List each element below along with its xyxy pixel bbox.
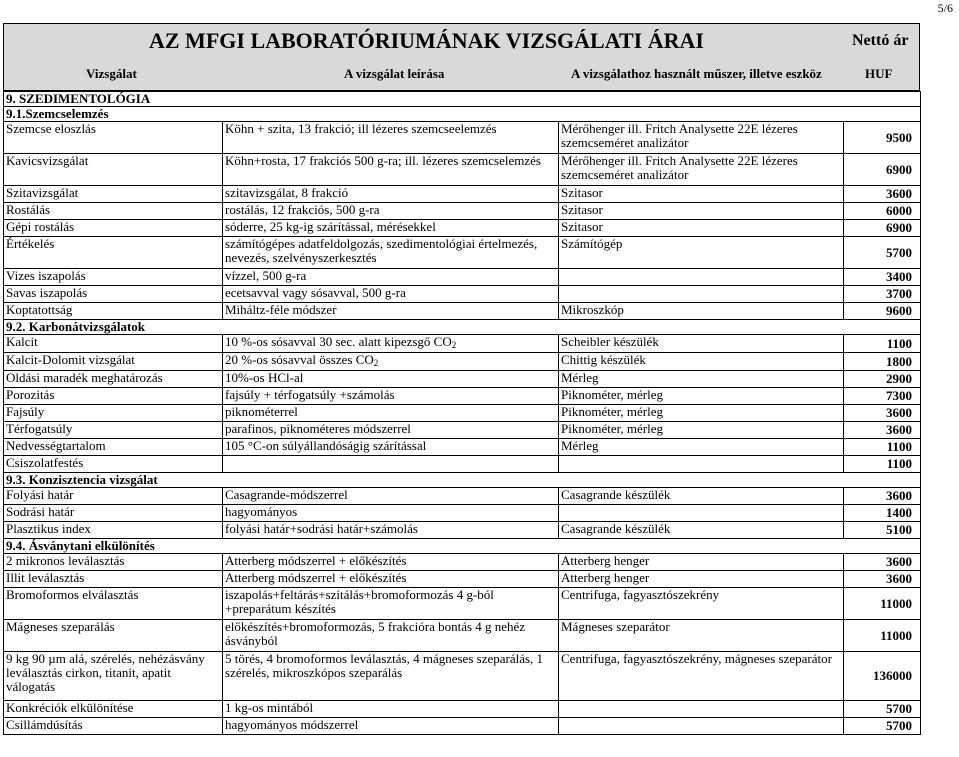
table-row — [4, 554, 921, 571]
instrument-cell — [559, 505, 844, 522]
test-name-cell: Kavicsvizsgálat — [4, 154, 223, 186]
description-cell — [223, 122, 559, 154]
test-name-cell: Értékelés — [4, 237, 223, 269]
description-text: iszapolás+feltárás+szitálás+bromoformozás 4 g-ból +preparátum készítés — [225, 587, 494, 616]
description-text: 5 törés, 4 bromoformos leválasztás, 4 mágneses szeparálás, 1 szérelés, mikroszkópos szeparálás — [225, 651, 544, 680]
description-cell — [223, 439, 559, 456]
instrument-cell: Mérőhenger ill. Fritch Analysette 22E lézeres szemcseméret analizátor — [559, 154, 844, 186]
instrument-cell: Centrifuga, fagyasztószekrény — [559, 588, 844, 620]
description-text: 105 °C-on súlyállandóságig szárítással — [225, 438, 427, 453]
table-row — [4, 154, 921, 186]
price-cell: 3700 — [844, 286, 921, 303]
section-title: 9.3. Konzisztencia vizsgálat — [4, 473, 921, 488]
description-cell — [223, 701, 559, 718]
test-name-cell: Sodrási határ — [4, 505, 223, 522]
test-name-cell: Nedvességtartalom — [4, 439, 223, 456]
instrument-cell: Piknométer, mérleg — [559, 405, 844, 422]
price-cell: 3600 — [844, 405, 921, 422]
price-cell: 1100 — [844, 439, 921, 456]
price-cell: 3600 — [844, 554, 921, 571]
price-table — [3, 91, 921, 735]
instrument-cell: Atterberg henger — [559, 554, 844, 571]
test-name-cell: 9 kg 90 µm alá, szérelés, nehézásvány leválasztás cirkon, titanit, apatit válogatás — [4, 652, 223, 701]
description-cell — [223, 353, 559, 371]
table-row — [4, 353, 921, 371]
price-cell: 7300 — [844, 388, 921, 405]
table-row — [4, 522, 921, 539]
test-name-cell: Szitavizsgálat — [4, 186, 223, 203]
instrument-cell — [559, 286, 844, 303]
description-text: Atterberg módszerrel + előkészítés — [225, 553, 407, 568]
table-row — [4, 186, 921, 203]
table-row — [4, 588, 921, 620]
description-cell — [223, 571, 559, 588]
description-cell — [223, 422, 559, 439]
price-cell: 9500 — [844, 122, 921, 154]
description-text: 10 %-os sósavval 30 sec. alatt kipezsgő CO — [225, 334, 452, 349]
section-title: 9.2. Karbonátvizsgálatok — [4, 320, 921, 335]
description-text: előkészítés+bromoformozás, 5 frakcióra bontás 4 g nehéz ásványból — [225, 619, 526, 648]
description-subscript: 2 — [373, 358, 379, 368]
description-cell — [223, 588, 559, 620]
table-row — [4, 620, 921, 652]
price-cell: 3400 — [844, 269, 921, 286]
description-cell — [223, 554, 559, 571]
test-name-cell: 2 mikronos leválasztás — [4, 554, 223, 571]
instrument-cell — [559, 701, 844, 718]
description-cell — [223, 620, 559, 652]
description-cell — [223, 371, 559, 388]
test-name-cell: Plasztikus index — [4, 522, 223, 539]
price-cell: 3600 — [844, 422, 921, 439]
description-cell — [223, 220, 559, 237]
test-name-cell: Illit leválasztás — [4, 571, 223, 588]
description-text: folyási határ+sodrási határ+számolás — [225, 521, 418, 536]
table-row — [4, 701, 921, 718]
column-header-instrument: A vizsgálathoz használt műszer, illetve eszköz — [571, 66, 822, 81]
test-name-cell: Bromoformos elválasztás — [4, 588, 223, 620]
table-row — [4, 122, 921, 154]
price-cell: 5700 — [844, 237, 921, 269]
price-header: Nettó ár — [852, 32, 909, 49]
price-cell: 9600 — [844, 303, 921, 320]
description-cell — [223, 154, 559, 186]
section-header-row — [4, 92, 921, 107]
description-text: sóderre, 25 kg-ig szárítással, mérésekkel — [225, 219, 436, 234]
column-header-test: Vizsgálat — [86, 66, 137, 81]
table-row — [4, 718, 921, 735]
instrument-cell: Piknométer, mérleg — [559, 422, 844, 439]
description-text: szitavizsgálat, 8 frakció — [225, 185, 349, 200]
table-row — [4, 303, 921, 320]
description-text: parafinos, piknométeres módszerrel — [225, 421, 411, 436]
description-cell — [223, 269, 559, 286]
description-text: Casagrande-módszerrel — [225, 487, 348, 502]
test-name-cell: Vizes iszapolás — [4, 269, 223, 286]
instrument-cell: Szitasor — [559, 220, 844, 237]
instrument-cell: Casagrande készülék — [559, 488, 844, 505]
description-cell — [223, 335, 559, 353]
description-text: piknométerrel — [225, 404, 298, 419]
test-name-cell: Porozitás — [4, 388, 223, 405]
test-name-cell: Kalcit-Dolomit vizsgálat — [4, 353, 223, 371]
description-text: számítógépes adatfeldolgozás, szedimentológiai értelmezés, nevezés, szelvényszerkesztés — [225, 236, 538, 265]
test-name-cell: Térfogatsúly — [4, 422, 223, 439]
instrument-cell: Chittig készülék — [559, 353, 844, 371]
description-text: hagyományos — [225, 504, 298, 519]
price-cell: 3600 — [844, 488, 921, 505]
instrument-cell: Piknométer, mérleg — [559, 388, 844, 405]
instrument-cell — [559, 269, 844, 286]
test-name-cell: Gépi rostálás — [4, 220, 223, 237]
description-text: 1 kg-os mintából — [225, 700, 314, 715]
table-row — [4, 203, 921, 220]
instrument-cell: Mérleg — [559, 371, 844, 388]
section-header-row — [4, 473, 921, 488]
table-row — [4, 488, 921, 505]
table-row — [4, 220, 921, 237]
table-row — [4, 269, 921, 286]
description-cell — [223, 286, 559, 303]
description-cell — [223, 203, 559, 220]
table-row — [4, 371, 921, 388]
test-name-cell: Folyási határ — [4, 488, 223, 505]
table-row — [4, 405, 921, 422]
price-cell: 6900 — [844, 154, 921, 186]
description-text: rostálás, 12 frakciós, 500 g-ra — [225, 202, 380, 217]
test-name-cell: Csiszolatfestés — [4, 456, 223, 473]
table-row — [4, 286, 921, 303]
description-text: fajsúly + térfogatsúly +számolás — [225, 387, 395, 402]
page-number: 5/6 — [937, 1, 953, 15]
section-title: 9.1.Szemcselemzés — [4, 107, 921, 122]
table-header — [3, 23, 920, 91]
price-cell: 1400 — [844, 505, 921, 522]
instrument-cell — [559, 456, 844, 473]
description-text: 20 %-os sósavval összes CO — [225, 352, 374, 367]
description-cell — [223, 405, 559, 422]
description-cell — [223, 505, 559, 522]
instrument-cell: Mérleg — [559, 439, 844, 456]
price-cell: 6900 — [844, 220, 921, 237]
description-text: hagyományos módszerrel — [225, 717, 359, 732]
description-subscript: 2 — [451, 340, 457, 350]
description-text: Köhn + szita, 13 frakció; ill lézeres szemcseelemzés — [225, 121, 497, 136]
price-cell: 11000 — [844, 620, 921, 652]
test-name-cell: Savas iszapolás — [4, 286, 223, 303]
price-cell: 11000 — [844, 588, 921, 620]
table-row — [4, 456, 921, 473]
price-cell: 1100 — [844, 335, 921, 353]
table-row — [4, 505, 921, 522]
price-cell: 1100 — [844, 456, 921, 473]
table-row — [4, 388, 921, 405]
instrument-cell: Centrifuga, fagyasztószekrény, mágneses szeparátor — [559, 652, 844, 701]
instrument-cell: Mikroszkóp — [559, 303, 844, 320]
price-cell: 1800 — [844, 353, 921, 371]
price-cell: 3600 — [844, 571, 921, 588]
price-cell: 2900 — [844, 371, 921, 388]
test-name-cell: Fajsúly — [4, 405, 223, 422]
table-row — [4, 439, 921, 456]
test-name-cell: Csillámdúsítás — [4, 718, 223, 735]
description-cell — [223, 652, 559, 701]
instrument-cell: Szitasor — [559, 203, 844, 220]
table-row — [4, 422, 921, 439]
description-text: vízzel, 500 g-ra — [225, 268, 307, 283]
instrument-cell — [559, 718, 844, 735]
description-text: Atterberg módszerrel + előkészítés — [225, 570, 407, 585]
description-cell — [223, 456, 559, 473]
test-name-cell: Szemcse eloszlás — [4, 122, 223, 154]
price-cell: 3600 — [844, 186, 921, 203]
description-cell — [223, 237, 559, 269]
description-cell — [223, 718, 559, 735]
price-cell: 5100 — [844, 522, 921, 539]
instrument-cell: Casagrande készülék — [559, 522, 844, 539]
description-text: Miháltz-féle módszer — [225, 302, 337, 317]
test-name-cell: Oldási maradék meghatározás — [4, 371, 223, 388]
section-header-row — [4, 107, 921, 122]
section-header-row — [4, 539, 921, 554]
price-cell: 136000 — [844, 652, 921, 701]
instrument-cell: Scheibler készülék — [559, 335, 844, 353]
section-title: 9.4. Ásványtani elkülönítés — [4, 539, 921, 554]
instrument-cell: Atterberg henger — [559, 571, 844, 588]
price-cell: 6000 — [844, 203, 921, 220]
test-name-cell: Kalcit — [4, 335, 223, 353]
description-text: 10%-os HCl-al — [225, 370, 304, 385]
column-header-price: HUF — [865, 66, 893, 81]
description-cell — [223, 303, 559, 320]
table-row — [4, 335, 921, 353]
description-cell — [223, 488, 559, 505]
description-text: ecetsavval vagy sósavval, 500 g-ra — [225, 285, 406, 300]
table-row — [4, 571, 921, 588]
test-name-cell: Koptatottság — [4, 303, 223, 320]
section-header-row — [4, 320, 921, 335]
test-name-cell: Konkréciók elkülönítése — [4, 701, 223, 718]
instrument-cell: Szitasor — [559, 186, 844, 203]
section-title: 9. SZEDIMENTOLÓGIA — [4, 92, 921, 107]
table-row — [4, 652, 921, 701]
description-cell — [223, 522, 559, 539]
column-header-description: A vizsgálat leírása — [344, 66, 445, 81]
test-name-cell: Mágneses szeparálás — [4, 620, 223, 652]
instrument-cell: Mérőhenger ill. Fritch Analysette 22E lézeres szemcseméret analizátor — [559, 122, 844, 154]
description-cell — [223, 186, 559, 203]
table-row — [4, 237, 921, 269]
description-cell — [223, 388, 559, 405]
instrument-cell: Számítógép — [559, 237, 844, 269]
description-text: Köhn+rosta, 17 frakciós 500 g-ra; ill. lézeres szemcselemzés — [225, 153, 541, 168]
test-name-cell: Rostálás — [4, 203, 223, 220]
page-title: AZ MFGI LABORATÓRIUMÁNAK VIZSGÁLATI ÁRAI — [149, 28, 704, 53]
price-cell: 5700 — [844, 701, 921, 718]
price-cell: 5700 — [844, 718, 921, 735]
instrument-cell: Mágneses szeparátor — [559, 620, 844, 652]
price-table-body — [4, 92, 921, 735]
